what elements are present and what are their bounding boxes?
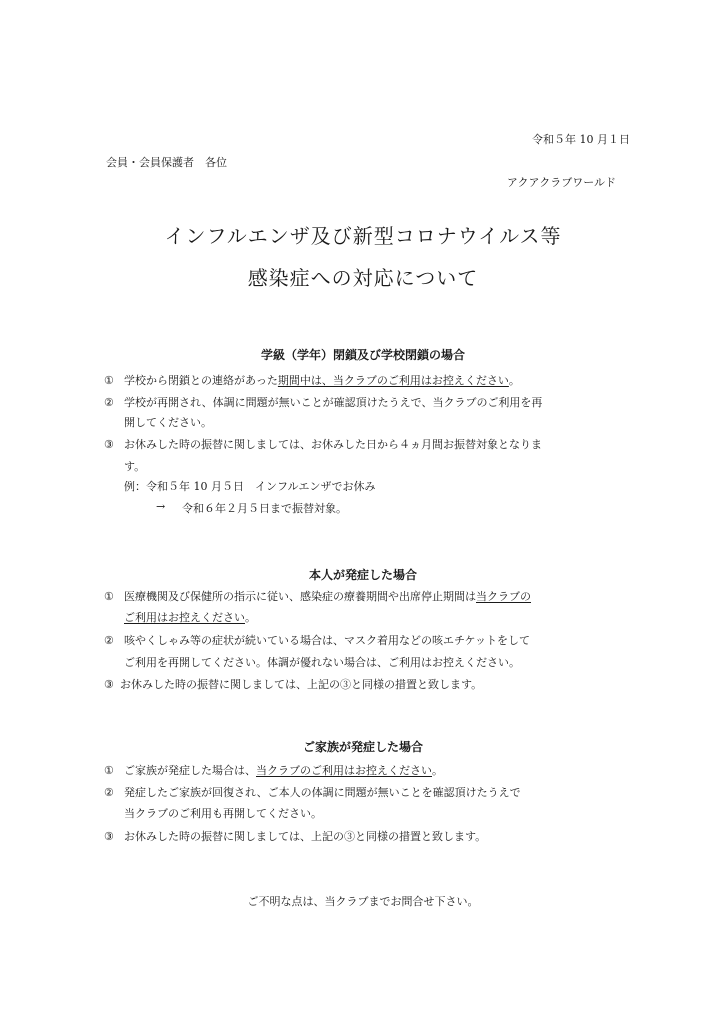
section-2-item-3 (104, 676, 482, 692)
item-number: ③ (104, 678, 114, 691)
item-text: ご家族が発症した場合は、 (124, 764, 256, 777)
section-1-item-3 (104, 436, 542, 452)
section-2-item-1 (104, 588, 531, 604)
item-number: ① (104, 374, 114, 387)
item-text: 咳やくしゃみ等の症状が続いている場合は、マスク着用などの咳エチケットをして (124, 634, 531, 647)
sender: アクアクラブワールド (506, 176, 616, 189)
example-line-2: 令和６年２月５日まで振替対象。 (182, 502, 347, 515)
item-number: ② (104, 786, 114, 799)
item-text-tail: 。 (508, 374, 520, 387)
section-1-item-2-cont: 開してください。 (124, 416, 212, 429)
section-3-heading: ご家族が発症した場合 (302, 740, 423, 754)
section-1-heading: 学級（学年）閉鎖及び学校閉鎖の場合 (260, 348, 465, 362)
arrow-icon: → (156, 500, 166, 513)
item-text: 学校から閉鎖との連絡があった (124, 374, 278, 387)
item-text-underlined: ご利用はお控えください (124, 611, 245, 624)
item-text: 医療機関及び保健所の指示に従い、感染症の療養期間や出席停止期間は (124, 590, 476, 603)
section-3-item-3 (104, 828, 486, 844)
item-text: 発症したご家族が回復され、ご本人の体調に問題が無いことを確認頂けたうえで (124, 786, 521, 799)
example-line-1: 例：令和５年 10 月５日 インフルエンザでお休み (124, 480, 376, 493)
item-number: ② (104, 634, 114, 647)
item-number: ③ (104, 830, 114, 843)
title-line-2: 感染症への対応について (247, 266, 479, 290)
section-2-item-2 (104, 632, 530, 648)
item-text-underlined: 当クラブのご利用はお控えください (256, 764, 432, 777)
item-number: ① (104, 590, 114, 603)
section-3-item-2-cont: 当クラブのご利用も再開してください。 (124, 807, 322, 820)
section-2-item-1-cont (124, 609, 256, 625)
recipient: 会員・会員保護者 各位 (106, 156, 227, 169)
item-number: ② (104, 396, 114, 409)
section-1-item-2 (104, 394, 542, 410)
item-number: ① (104, 764, 114, 777)
section-3-item-2 (104, 784, 521, 800)
item-text: 学校が再開され、体調に問題が無いことが確認頂けたうえで、当クラブのご利用を再 (124, 396, 543, 409)
item-text: お休みした時の振替に関しましては、上記の③と同様の措置と致します。 (124, 830, 487, 843)
section-1-item-3-cont: す。 (124, 460, 146, 473)
item-text: お休みした時の振替に関しましては、お休みした日から４ヵ月間お振替対象となりま (124, 438, 542, 451)
footer-note: ご不明な点は、当クラブまでお問合せ下さい。 (247, 895, 479, 908)
item-text-underlined: 期間中は、当クラブのご利用はお控えください (277, 374, 509, 387)
item-text-tail: 。 (432, 764, 443, 777)
section-3-item-1 (104, 762, 443, 778)
item-text-underlined: 当クラブの (476, 590, 531, 603)
issue-date: 令和５年 10 月１日 (532, 133, 630, 146)
item-text-tail: 。 (245, 611, 256, 624)
section-1-item-1 (104, 372, 520, 388)
section-2-heading: 本人が発症した場合 (308, 568, 417, 582)
section-2-item-2-cont: ご利用を再開してください。体調が優れない場合は、ご利用はお控えください。 (124, 656, 520, 669)
item-text: お休みした時の振替に関しましては、上記の③と同様の措置と致します。 (120, 678, 483, 691)
item-number: ③ (104, 438, 114, 451)
title-line-1: インフルエンザ及び新型コロナウイルス等 (164, 224, 562, 248)
